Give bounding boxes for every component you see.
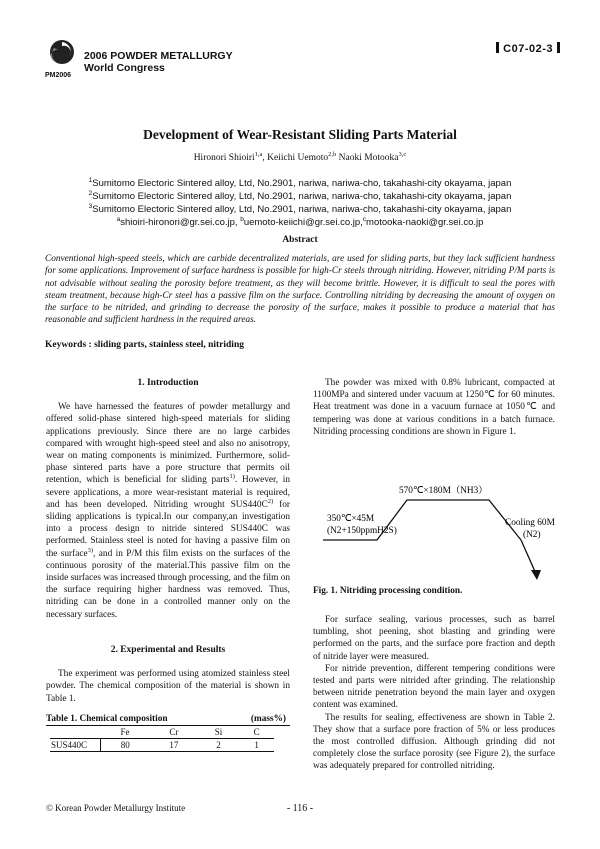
body-paragraph: The results for sealing, effectiveness are shown in Table 2. They show that a surface pore fraction of 5% or less produces the most controlled diffusion. Although grinding did not completely close the surface porosity (see Figure 2), the surface was adequately prepared for controlled nitriding.	[313, 712, 555, 772]
experimental-paragraph: The experiment was performed using atomized stainless steel powder. The chemical composition of the material is shown in Table 1.	[46, 669, 290, 704]
intro-section	[46, 377, 290, 621]
body-paragraph: For nitride prevention, different tempering conditions were tested and parts were nitrided after grinding. The relationship between nitride penetration beyond the main layer and oxygen content was examined.	[313, 663, 555, 711]
author-sup: 2,b	[328, 150, 337, 158]
abstract-body: Conventional high-speed steels, which are carbide decentralized materials, are used for sliding parts, but they lack sufficient hardness for some applications. Improvement of surface hardness is possible for high-Cr steels through nitriding. However, nitriding P/M parts is not advisable without sealing the porosity before treatment, as they will become brittle. However, it is difficult to seal the pores with steam treatment, because high-Cr steel has a passive film on the surface. Controlling nitriding by decreasing the amount of oxygen on the surface to be nitrided, and grinding to decrease the porosity of the surface, makes it possible to produce a material that has reasonable and sufficient hardness in the required areas.	[45, 254, 555, 326]
experimental-section	[46, 644, 290, 705]
affiliation-1	[0, 178, 600, 189]
stage-2-label: 570℃×180M（NH3）	[399, 486, 488, 496]
conference-name	[84, 50, 233, 74]
email-sup: a	[116, 215, 121, 223]
paper-code-text: C07-02-3	[503, 43, 553, 55]
nitriding-diagram	[313, 478, 555, 583]
code-bar-left	[496, 42, 499, 53]
email-sup: c	[362, 215, 367, 223]
citation-ref: 1)	[229, 473, 235, 481]
code-bar-right	[557, 42, 560, 53]
citation-ref: 2)	[267, 497, 274, 505]
email-link[interactable]: shioiri-hironori@gr.sei.co.jp	[120, 217, 235, 228]
email-link[interactable]: uemoto-keiichi@gr.sei.co.jp	[243, 217, 361, 228]
table-cell: 80	[120, 740, 130, 750]
author-name: Naoki Motooka	[338, 153, 399, 163]
table-caption: Table 1. Chemical composition	[46, 714, 168, 724]
table-header-cell: Cr	[169, 727, 179, 737]
affiliation-2	[0, 191, 600, 202]
table-cell: SUS440C	[50, 739, 100, 752]
text-run: We have harnessed the features of powder metallurgy and offered solid-phase sintered high-speed materials for sliding applications previously. Since there are no large carbides compared with wrought high-speed steel and also no anisotropy, wear on mating components is minimized. Furthermore, solid-phase sintered parts have a pore structure that permits oil retention, which is beneficial for sliding parts	[46, 402, 290, 486]
affiliation-3	[0, 204, 600, 215]
table-header-row	[50, 726, 274, 739]
affiliation-text: Sumitomo Electoric Sintered alloy, Ltd, No.2901, nariwa, nariwa-cho, takahashi-city okayama, japan	[92, 191, 512, 202]
cooling-arrow-icon	[531, 570, 541, 580]
email-link[interactable]: motooka-naoki@gr.sei.co.jp	[366, 217, 484, 228]
author-name: Hironori Shioiri	[193, 153, 255, 163]
stage-1-label: 350℃×45M	[327, 514, 375, 524]
table-1	[46, 714, 290, 752]
paper-code	[492, 42, 564, 55]
affiliation-num: 2	[88, 189, 93, 197]
text-run: for sliding applications is typical.In our company,an investigation into a process design to nitride sintered SUS440C was performed. Stainless steel is noted for having a passive film on the surface	[46, 499, 290, 559]
author-list: Hironori Shioiri$^{1,a}$, Keiichi Uemoto$^{2,b}$ Naoki Motooka$^{3,c}$	[193, 150, 407, 163]
body-paragraph: For surface sealing, various processes, such as barrel tumbling, shot peening, shot blasting and grinding were performed on the parts, and the surface pore fraction and depth of nitride layer were measured.	[313, 615, 555, 662]
page-number: - 116 -	[286, 803, 314, 814]
author-sup: 1,a	[254, 150, 263, 158]
method-paragraph-1	[313, 377, 555, 438]
copyright-notice: © Korean Powder Metallurgy Institute	[46, 803, 186, 813]
author-sup: 3,c	[398, 150, 407, 158]
affiliation-num: 1	[88, 176, 93, 184]
composition-table	[50, 726, 274, 752]
keywords: Keywords : sliding parts, stainless steel, nitriding	[45, 340, 244, 350]
text-run: , and in P/M this film exists on the surfaces of the continuous porosity of the material.This passive film on the inside surfaces was increased through processing, and the film on the surface requiring higher hardness was removed. Thus, nitriding can be done in a controlled manner only on the necessary surfaces.	[46, 548, 290, 620]
intro-heading: 1. Introduction	[137, 378, 199, 388]
text-run: . However, in severe applications, a more wear-resistant material is required, and has been developed. Nitriding wrought SUS440C	[46, 475, 290, 510]
conference-line-1: 2006 POWDER METALLURGY	[84, 50, 233, 62]
table-cell: 17	[169, 740, 179, 750]
table-header-cell: Fe	[120, 727, 130, 737]
cooling-atmosphere-label: (N2)	[523, 530, 541, 540]
conference-line-2: World Congress	[84, 62, 165, 74]
email-sup: b	[240, 215, 244, 223]
stage-1-atmosphere-label: (N2+150ppmH2S)	[327, 526, 397, 536]
table-header-cell	[50, 726, 100, 739]
affiliation-text: Sumitomo Electoric Sintered alloy, Ltd, No.2901, nariwa, nariwa-cho, takahashi-city okayama, japan	[92, 204, 512, 215]
figure-1-caption: Fig. 1. Nitriding processing condition.	[313, 586, 463, 596]
citation-ref: 3)	[87, 546, 94, 554]
experimental-heading: 2. Experimental and Results	[110, 645, 226, 655]
cooling-label: Cooling 60M	[505, 518, 555, 528]
results-section	[313, 614, 555, 773]
table-row	[50, 739, 274, 752]
logo-text: PM2006	[45, 72, 72, 79]
affiliation-text: Sumitomo Electoric Sintered alloy, Ltd, No.2901, nariwa, nariwa-cho, takahashi-city okayama, japan	[92, 178, 512, 189]
table-header-cell: C	[253, 727, 260, 737]
table-cell: 1	[254, 740, 259, 750]
affiliation-num: 3	[88, 202, 93, 210]
paper-title: Development of Wear-Resistant Sliding Parts Material	[143, 127, 457, 142]
email-list: $^a$shioiri-hironori@gr.sei.co.jp, $^b$uemoto-keiichi@gr.sei.co.jp,$^c$motooka-naoki@gr.sei.co.jp	[116, 215, 484, 228]
table-unit: (mass%)	[250, 714, 286, 724]
author-name: Keiichi Uemoto	[267, 153, 329, 163]
body-paragraph: The powder was mixed with 0.8% lubricant, compacted at 1100MPa and sintered under vacuum at 1250℃ for 60 minutes. Heat treatment was done in a vacuum furnace at 1050℃ and tempering was done at various conditions in a batch furnace. Nitriding processing conditions are shown in Figure 1.	[313, 378, 555, 437]
abstract-heading: Abstract	[282, 235, 318, 245]
intro-paragraph	[46, 401, 290, 621]
table-cell: 2	[216, 740, 221, 750]
table-header-cell: Si	[214, 727, 223, 737]
